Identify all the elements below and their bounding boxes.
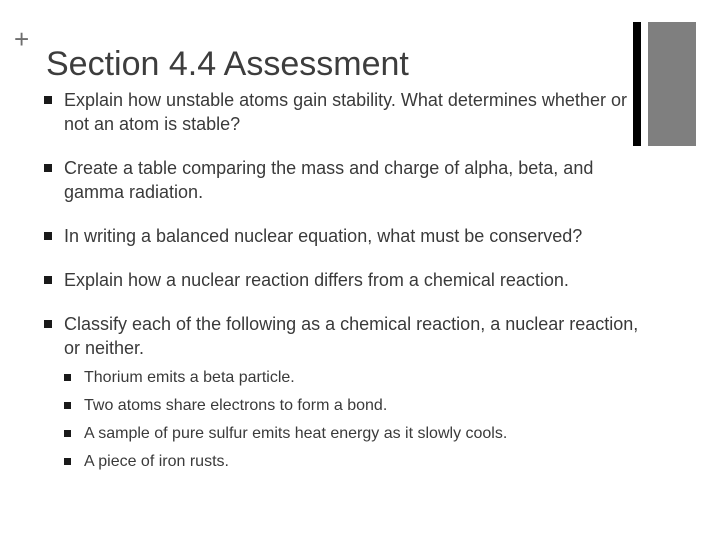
plus-icon: +	[14, 24, 30, 54]
sub-bullet-item	[64, 396, 644, 416]
sub-bullet-item	[64, 368, 644, 388]
bullet-item	[44, 156, 644, 204]
bullet-item	[44, 312, 644, 472]
sub-bullet-text: A piece of iron rusts.	[84, 453, 229, 470]
square-bullet-icon	[64, 458, 71, 465]
bullet-text: Create a table comparing the mass and charge of alpha, beta, and gamma radiation.	[64, 158, 594, 202]
bullet-item	[44, 88, 644, 136]
square-bullet-icon	[64, 402, 71, 409]
sub-bullet-item	[64, 452, 644, 472]
bullet-item	[44, 224, 644, 248]
square-bullet-icon	[44, 96, 52, 104]
bullet-list	[44, 88, 644, 480]
slide-title: Section 4.4 Assessment	[46, 45, 409, 83]
sub-bullet-text: Two atoms share electrons to form a bond.	[84, 397, 388, 414]
bullet-text: Explain how unstable atoms gain stability. What determines whether or not an atom is stable?	[64, 90, 627, 134]
sub-bullet-text: Thorium emits a beta particle.	[84, 369, 295, 386]
sub-bullet-item	[64, 424, 644, 444]
bullet-item	[44, 268, 644, 292]
sub-bullet-text: A sample of pure sulfur emits heat energy as it slowly cools.	[84, 425, 508, 442]
square-bullet-icon	[44, 320, 52, 328]
sub-bullet-list	[64, 368, 644, 472]
bullet-text: In writing a balanced nuclear equation, what must be conserved?	[64, 226, 583, 246]
square-bullet-icon	[44, 164, 52, 172]
square-bullet-icon	[44, 276, 52, 284]
square-bullet-icon	[44, 232, 52, 240]
square-bullet-icon	[64, 374, 71, 381]
square-bullet-icon	[64, 430, 71, 437]
bullet-text: Classify each of the following as a chemical reaction, a nuclear reaction, or neither.	[64, 314, 639, 358]
bullet-text: Explain how a nuclear reaction differs from a chemical reaction.	[64, 270, 569, 290]
decorative-gray-bar	[648, 22, 696, 146]
